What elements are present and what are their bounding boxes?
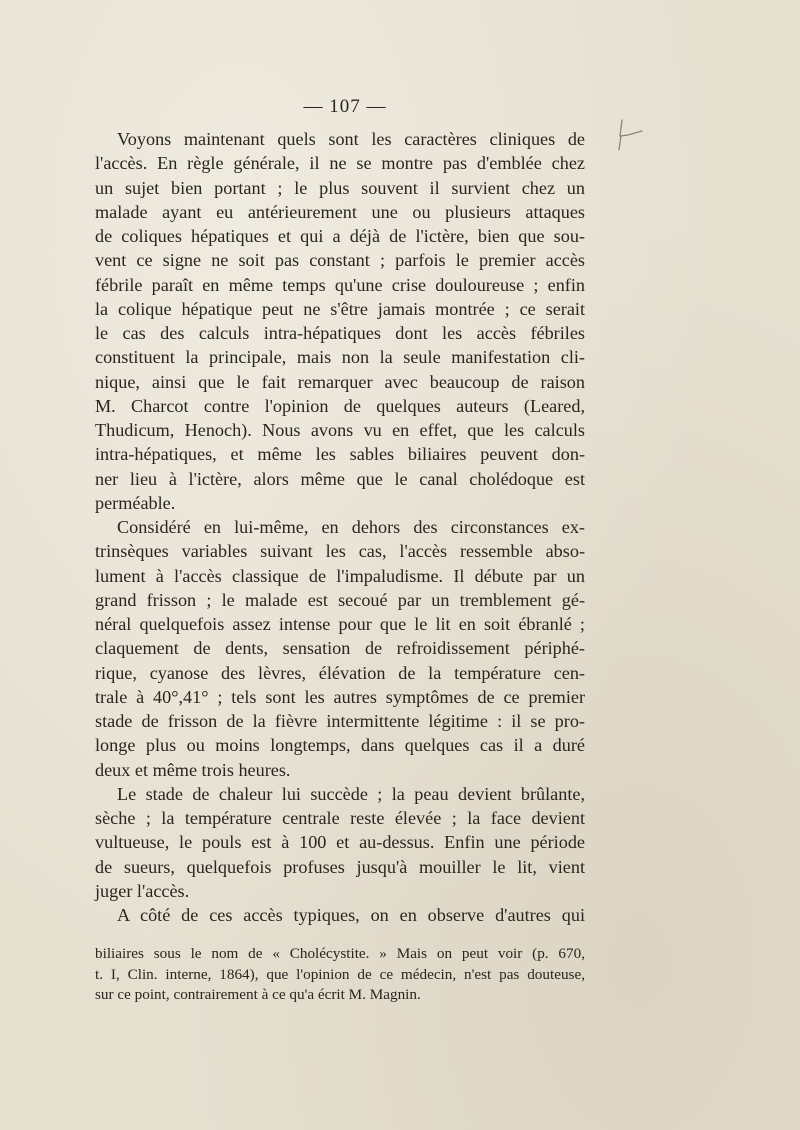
text-line: claquement de dents, sensation de refroidissement périphé- [95,638,585,659]
text-line: juger l'accès. [95,880,190,901]
text-line: Thudicum, Henoch). Nous avons vu en effet, que les calculs [95,420,585,440]
text-line: un sujet bien portant ; le plus souvent il survient chez un [95,177,585,198]
text-line: trinsèques variables suivant les cas, l'accès ressemble abso- [95,541,585,562]
text-line: la colique hépatique peut ne s'être jamais montrée ; ce serait [95,298,585,319]
text-line: vent ce signe ne soit pas constant ; parfois le premier accès [95,250,585,271]
text-line: Considéré en lui-même, en dehors des circonstances ex- [117,517,585,537]
text-line: le cas des calculs intra-hépatiques dont les accès fébriles [95,323,585,343]
text-line: fébrile paraît en même temps qu'une crise douloureuse ; enfin [95,274,585,295]
text-line: stade de frisson de la fièvre intermittente légitime : il se pro- [95,711,585,731]
text-line: M. Charcot contre l'opinion de quelques auteurs (Leared, [95,395,585,416]
text-line: A côté de ces accès typiques, on en observe d'autres qui [117,905,585,925]
text-line: sèche ; la température centrale reste élevée ; la face devient [95,808,585,828]
text-line: perméable. [95,492,176,513]
main-text-block [95,127,585,927]
text-line: de coliques hépatiques et qui a déjà de l'ictère, bien que sou- [95,226,585,246]
page-number: — 107 — [303,96,387,117]
text-line: de sueurs, quelquefois profuses jusqu'à mouiller le lit, vient [95,856,585,877]
text-line: deux et même trois heures. [95,759,291,780]
footnote-block [95,944,585,1006]
text-line: trale à 40°,41° ; tels sont les autres symptômes de ce premier [95,686,585,707]
text-line: grand frisson ; le malade est secoué par un tremblement gé- [95,589,585,610]
text-line: longe plus ou moins longtemps, dans quelques cas il a duré [95,735,585,756]
text-line: malade ayant eu antérieurement une ou plusieurs attaques [95,201,585,222]
text-line: nique, ainsi que le fait remarquer avec beaucoup de raison [95,371,585,392]
text-line: rique, cyanose des lèvres, élévation de la température cen- [95,662,585,683]
pencil-margin-mark-icon [608,116,644,158]
footnote-line: biliaires sous le nom de « Cholécystite. » Mais on peut voir (p. 670, [95,945,585,962]
text-line: lument à l'accès classique de l'impaludisme. Il débute par un [95,565,585,586]
footnote-line: t. I, Clin. interne, 1864), que l'opinion de ce médecin, n'est pas douteuse, [95,965,585,983]
text-line: intra-hépatiques, et même les sables biliaires peuvent don- [95,444,585,465]
text-line: Voyons maintenant quels sont les caractères cliniques de [117,129,585,149]
text-line: vultueuse, le pouls est à 100 et au-dessus. Enfin une période [95,832,585,853]
text-line: Le stade de chaleur lui succède ; la peau devient brûlante, [117,783,585,804]
text-line: ner lieu à l'ictère, alors même que le canal cholédoque est [95,468,585,489]
text-line: néral quelquefois assez intense pour que le lit en soit ébranlé ; [95,614,585,634]
footnote-line: sur ce point, contrairement à ce qu'a écrit M. Magnin. [95,986,421,1003]
text-line: constituent la principale, mais non la seule manifestation cli- [95,347,585,368]
text-line: l'accès. En règle générale, il ne se montre pas d'emblée chez [95,153,585,174]
